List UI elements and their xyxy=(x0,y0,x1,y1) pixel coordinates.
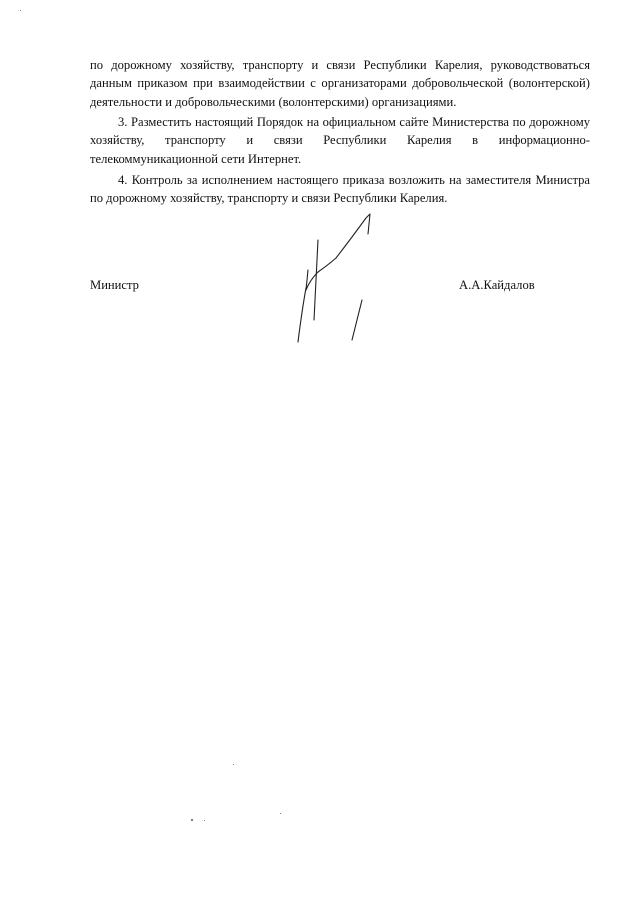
scan-speck xyxy=(20,10,21,11)
scan-speck xyxy=(191,819,193,821)
scan-speck xyxy=(233,764,234,765)
paragraph-item-4: 4. Контроль за исполнением настоящего приказа возложить на заместителя Министра по дорожному хозяйству, транспорту и связи Республики Карелия. xyxy=(90,173,590,206)
signatory-title: Министр xyxy=(90,278,139,292)
paragraph-item-3: 3. Разместить настоящий Порядок на официальном сайте Министерства по дорожному хозяйству, транспорту и связи Республики Карелия в информационно-телекоммуникационной сети Интернет. xyxy=(90,115,590,166)
signatory-name: А.А.Кайдалов xyxy=(459,278,535,292)
scan-speck xyxy=(204,820,205,821)
paragraph-continuation: по дорожному хозяйству, транспорту и связи Республики Карелия, руководствоваться данным приказом при взаимодействии с организаторами добровольческой (волонтерской) деятельности и добровольческими (волонтерскими) организациями. xyxy=(90,58,590,109)
scan-speck xyxy=(280,813,281,814)
handwritten-signature xyxy=(288,210,388,350)
